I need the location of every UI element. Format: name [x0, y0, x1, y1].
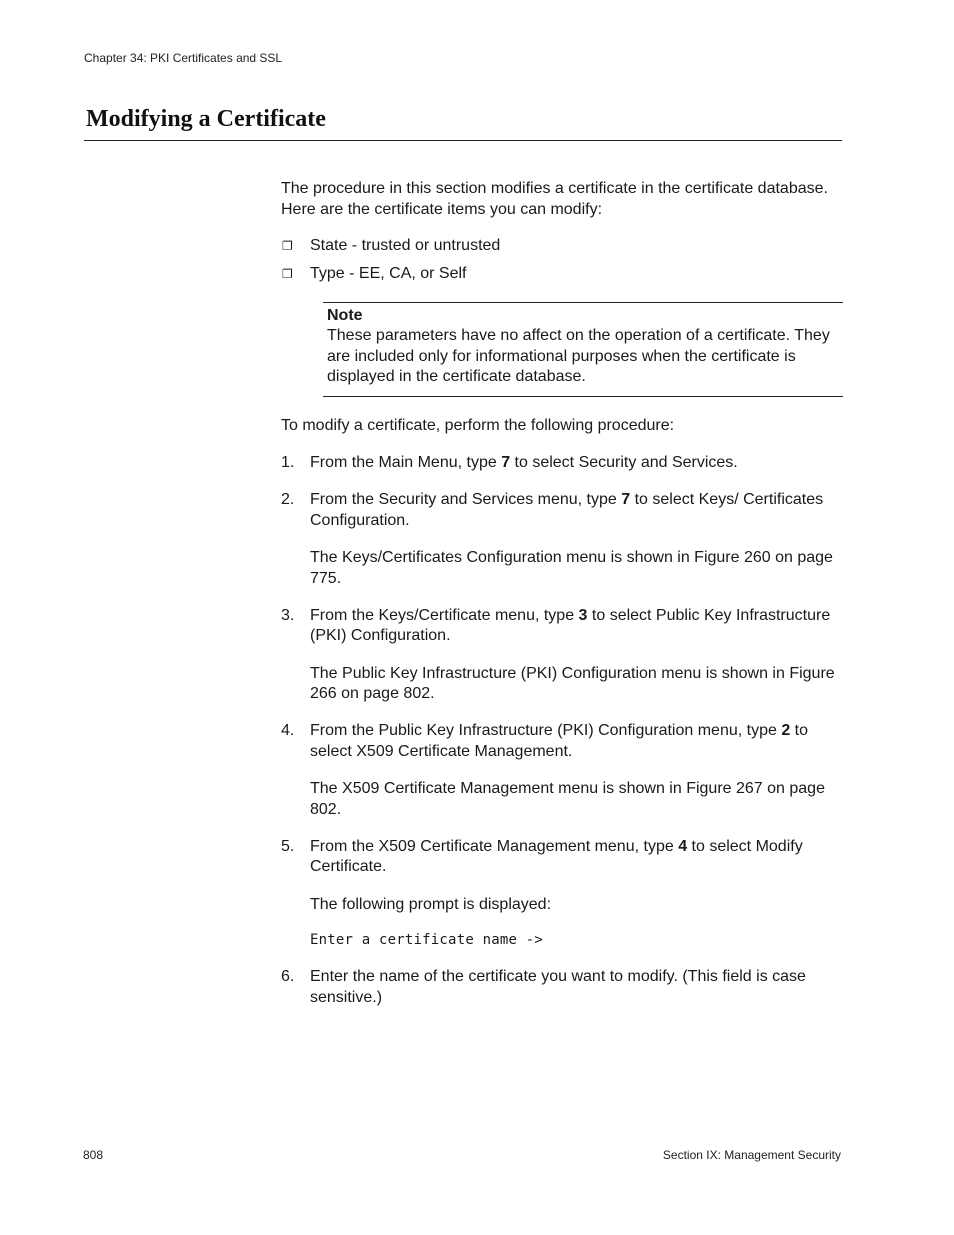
- menu-key: 2: [781, 722, 791, 739]
- step-number: 3.: [281, 606, 295, 624]
- step-text: From the Public Key Infrastructure (PKI) Configuration menu, type 2 to select X509 Certificate Management.: [310, 722, 809, 760]
- step-note: The following prompt is displayed:: [310, 895, 552, 913]
- step-number: 2.: [281, 491, 295, 508]
- procedure-step: [281, 606, 843, 705]
- page-title: Modifying a Certificate: [86, 106, 326, 132]
- step-number: 5.: [281, 837, 295, 855]
- running-header: Chapter 34: PKI Certificates and SSL: [84, 51, 283, 65]
- step-text: From the Keys/Certificate menu, type 3 to select Public Key Infrastructure (PKI) Configuration.: [310, 606, 831, 644]
- note-box: [323, 302, 843, 397]
- title-rule: [84, 140, 842, 141]
- procedure-steps: [281, 453, 843, 1008]
- step-number: 4.: [281, 722, 295, 739]
- checkbox-bullet-icon: ❐: [282, 267, 293, 281]
- menu-key: 7: [621, 491, 631, 508]
- procedure-step: [281, 967, 843, 1008]
- intro-paragraph: The procedure in this section modifies a certificate in the certificate database. Here are the certificate items you can modify:: [281, 180, 828, 218]
- step-note: The Keys/Certificates Configuration menu is shown in Figure 260 on page 775.: [310, 549, 833, 587]
- step-number: 6.: [281, 968, 295, 985]
- checkbox-bullet-icon: ❐: [282, 239, 293, 253]
- procedure-intro: To modify a certificate, perform the following procedure:: [281, 416, 675, 434]
- procedure-step: [281, 837, 843, 951]
- step-text: Enter the name of the certificate you want to modify. (This field is case sensitive.): [310, 968, 806, 1006]
- note-text: These parameters have no affect on the operation of a certificate. They are included only for informational purposes when the certificate is displayed in the certificate database.: [327, 327, 830, 385]
- command-prompt: Enter a certificate name ->: [310, 932, 543, 948]
- list-item: [281, 236, 843, 257]
- list-item-text: Type - EE, CA, or Self: [310, 265, 467, 282]
- menu-key: 4: [678, 837, 688, 855]
- step-text: From the Main Menu, type 7 to select Security and Services.: [310, 454, 738, 471]
- modifiable-items-list: [281, 236, 843, 285]
- menu-key: 7: [501, 454, 511, 471]
- step-note: The X509 Certificate Management menu is shown in Figure 267 on page 802.: [310, 780, 825, 818]
- main-content: [281, 179, 843, 1025]
- page-number: 808: [83, 1148, 104, 1162]
- list-item: [281, 264, 843, 285]
- step-text: From the Security and Services menu, type 7 to select Keys/ Certificates Configuration.: [310, 491, 824, 529]
- step-note: The Public Key Infrastructure (PKI) Configuration menu is shown in Figure 266 on page 802.: [310, 664, 835, 702]
- note-heading: Note: [327, 306, 363, 324]
- procedure-step: [281, 721, 843, 820]
- step-number: 1.: [281, 454, 295, 471]
- procedure-step: [281, 453, 843, 474]
- running-footer: Section IX: Management Security: [662, 1148, 841, 1162]
- list-item-text: State - trusted or untrusted: [310, 237, 501, 254]
- step-text: From the X509 Certificate Management menu, type 4 to select Modify Certificate.: [310, 837, 803, 875]
- procedure-step: [281, 490, 843, 589]
- menu-key: 3: [578, 606, 588, 624]
